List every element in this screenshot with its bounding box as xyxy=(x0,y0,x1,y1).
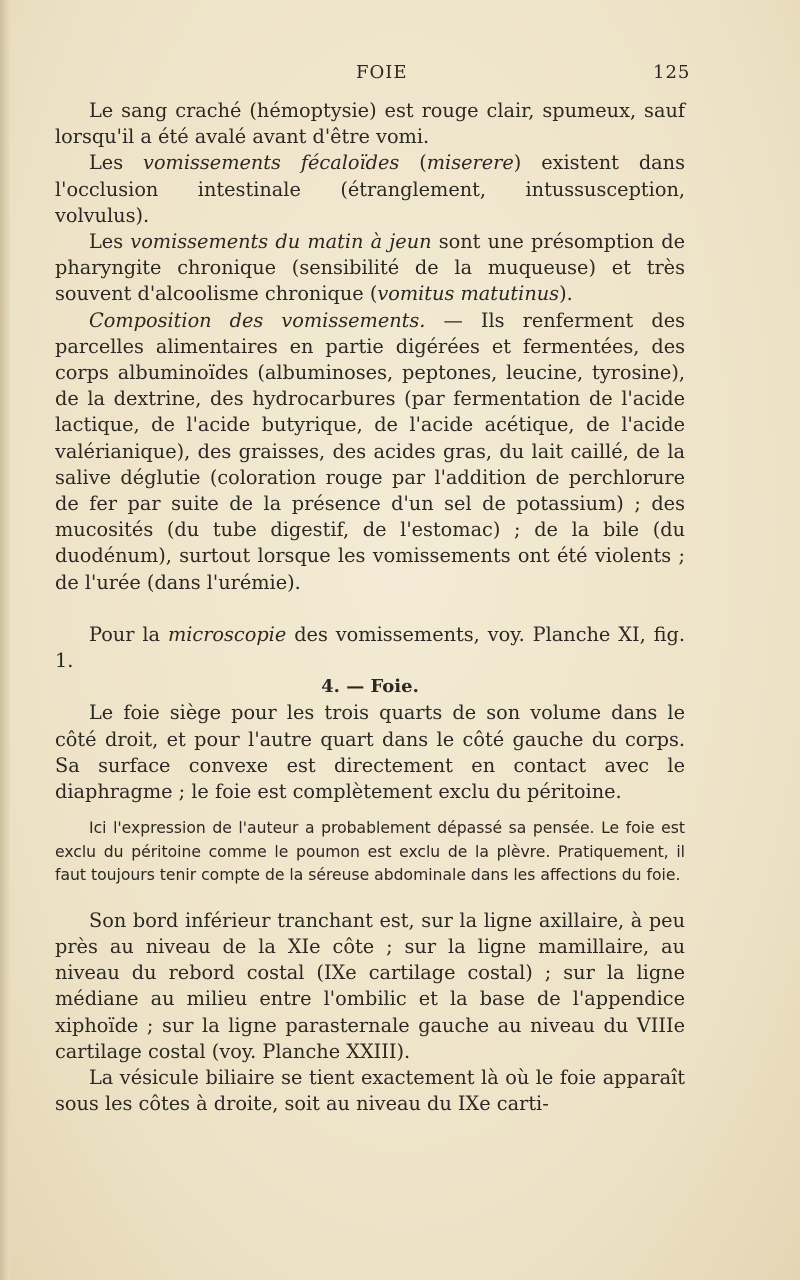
translator-note: Ici l'expression de l'auteur a probablement dépassé sa pensée. Le foie est exclu du péritoine comme le poumon est exclu de la plèvre. Pratiquement, il faut toujours tenir compte de la séreuse abdominale dans les affections du foie. xyxy=(55,819,685,885)
text-run: Pour la xyxy=(89,622,168,646)
running-header xyxy=(0,62,800,90)
text-run: Les xyxy=(89,230,131,254)
section-title: 4. — Foie. xyxy=(321,676,419,698)
text-run: des vomissements, voy. Planche XI, fig. 1. xyxy=(55,622,685,673)
paragraph-microscopie xyxy=(55,622,685,674)
text-run: ( xyxy=(399,151,427,175)
paragraph-vesicule-biliaire: La vésicule biliaire se tient exactement là où le foie apparaît sous les côtes à droite, soit au niveau du IXe carti- xyxy=(55,1066,685,1116)
text-run: sont une présomption de pharyngite chronique (sensibilité de la muqueuse) et très souvent d'alcoolisme chronique ( xyxy=(55,230,685,306)
italic-term: microscopie xyxy=(167,622,287,646)
italic-term: vomissements fécaloïdes xyxy=(143,151,400,175)
page-spine-shadow xyxy=(0,0,10,1280)
text-run: ) existent dans l'occlusion intestinale (étranglement, intussusception, volvulus). xyxy=(55,151,685,227)
italic-term: vomitus matutinus xyxy=(377,282,560,306)
italic-heading: Composition des vomissements. xyxy=(89,308,426,332)
paragraph-vomissements-matin xyxy=(55,229,685,308)
text-run: ). xyxy=(559,282,573,306)
text-run: — Ils renferment des parcelles alimentaires en partie digérées et fermentées, des corps albuminoïdes (albuminoses, peptones, leucine, tyrosine), de la dextrine, des hydrocarbures (par fermentation de l'acide lactique, de l'acide butyrique, de l'acide acétique, de l'acide valérianique), des graisses, des acides gras, du lait caillé, de la salive déglutie (coloration rouge par l'addition de perchlorure de fer par suite de la présence d'un sel de potassium) ; des mucosités (du tube digestif, de l'estomac) ; de la bile (du duodénum), surtout lorsque les vomissements ont été violents ; de l'urée (dans l'urémie). xyxy=(55,308,686,594)
paragraph-bord-inferieur: Son bord inférieur tranchant est, sur la ligne axillaire, à peu près au niveau de la XIe côte ; sur la ligne mamillaire, au niveau du rebord costal (IXe cartilage costal) ; sur la ligne médiane au milieu entre l'ombilic et la base de l'appendice xiphoïde ; sur la ligne parasternale gauche au niveau du VIIIe cartilage costal (voy. Planche XXIII). xyxy=(55,908,685,1063)
page-number: 125 xyxy=(653,62,691,83)
text-run: Les xyxy=(89,151,144,175)
body-text xyxy=(55,98,685,1117)
running-title: FOIE xyxy=(356,62,408,83)
italic-term: miserere xyxy=(426,151,514,175)
paragraph-foie-position: Le foie siège pour les trois quarts de son volume dans le côté droit, et pour l'autre quart dans le côté gauche du corps. Sa surface convexe est directement en contact avec le diaphragme ; le foie est complètement exclu du péritoine. xyxy=(55,701,685,804)
paragraph-composition xyxy=(55,308,685,596)
italic-term: vomissements du matin à jeun xyxy=(130,230,432,254)
paragraph-vomissements-fecaloides xyxy=(55,150,685,229)
paragraph-hemoptysie: Le sang craché (hémoptysie) est rouge clair, spumeux, sauf lorsqu'il a été avalé avant d'être vomi. xyxy=(55,99,685,149)
